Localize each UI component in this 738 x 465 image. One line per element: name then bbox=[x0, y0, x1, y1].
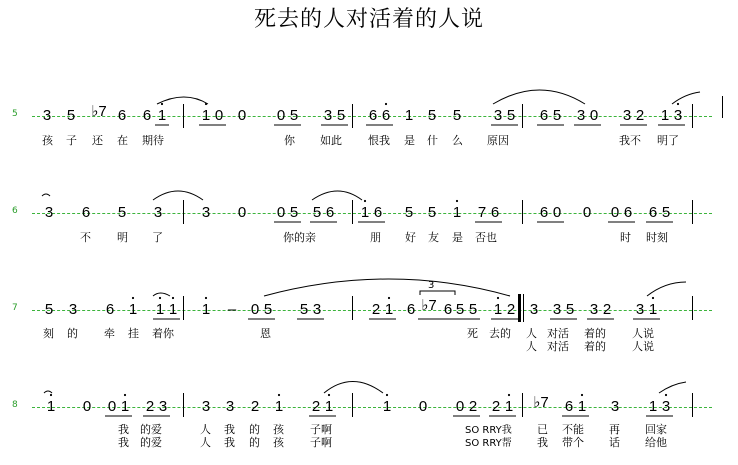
lyric: 再 bbox=[609, 423, 620, 436]
lyric: 恨我 bbox=[368, 134, 390, 147]
note: 5 bbox=[552, 107, 562, 124]
note: 2 bbox=[311, 398, 321, 415]
note: 1 bbox=[404, 107, 414, 124]
note: 5 bbox=[404, 204, 414, 221]
note: 6 bbox=[443, 301, 453, 318]
note: 6 bbox=[117, 107, 127, 124]
lyric: 什 bbox=[427, 134, 438, 147]
lyric-line2: SO RRY帮 bbox=[465, 438, 512, 449]
note: 5 bbox=[289, 107, 299, 124]
note: 1 bbox=[201, 107, 211, 124]
slur bbox=[647, 282, 686, 296]
note: ♭7 bbox=[533, 394, 549, 411]
note: 5 bbox=[312, 204, 322, 221]
note: 5 bbox=[468, 301, 478, 318]
note: 3 bbox=[552, 301, 562, 318]
note: 6 bbox=[105, 301, 115, 318]
lyric: 的 bbox=[249, 423, 260, 436]
note: 6 bbox=[648, 204, 658, 221]
note: 3 bbox=[201, 204, 211, 221]
note: 0 bbox=[610, 204, 620, 221]
note: 6 bbox=[539, 107, 549, 124]
note: 1 bbox=[201, 301, 211, 318]
lyric: 期待 bbox=[142, 134, 164, 147]
lyric: 好 bbox=[405, 231, 416, 244]
note: 3 bbox=[635, 301, 645, 318]
lyric: 了 bbox=[152, 231, 163, 244]
triplet-mark: 3 bbox=[428, 280, 435, 291]
note: 1 bbox=[504, 398, 514, 415]
note: 2 bbox=[635, 107, 645, 124]
lyric: 人 bbox=[200, 423, 211, 436]
note: 1 bbox=[382, 398, 392, 415]
tie bbox=[44, 391, 52, 393]
note: 5 bbox=[289, 204, 299, 221]
system-number: 6 bbox=[12, 206, 18, 216]
note: 0 bbox=[455, 398, 465, 415]
lyric-line2: 的 bbox=[249, 436, 260, 449]
note: 6 bbox=[564, 398, 574, 415]
note: 3 bbox=[610, 398, 620, 415]
lyric: 时 bbox=[620, 231, 631, 244]
lyric-line2: 子啊 bbox=[310, 436, 332, 449]
lyric-line2: 我 bbox=[118, 436, 129, 449]
lyric: 孩 bbox=[42, 134, 53, 147]
note: 6 bbox=[373, 204, 383, 221]
lyric-line2: 孩 bbox=[273, 436, 284, 449]
lyric: 明了 bbox=[657, 134, 679, 147]
note: 6 bbox=[368, 107, 378, 124]
note: 3 bbox=[158, 398, 168, 415]
lyric: 否也 bbox=[475, 231, 497, 244]
note: 3 bbox=[661, 398, 671, 415]
note: 0 bbox=[237, 204, 247, 221]
lyric: 友 bbox=[428, 231, 439, 244]
lyric: SO RRY我 bbox=[465, 425, 512, 436]
note: 6 bbox=[81, 204, 91, 221]
note: 3 bbox=[529, 301, 539, 318]
note: 1 bbox=[648, 301, 658, 318]
note: 3 bbox=[68, 301, 78, 318]
note: 1 bbox=[360, 204, 370, 221]
lyric: 子 bbox=[66, 134, 77, 147]
note: 5 bbox=[336, 107, 346, 124]
note: 3 bbox=[576, 107, 586, 124]
slur bbox=[324, 382, 383, 394]
note: 1 bbox=[155, 301, 165, 318]
note: 0 bbox=[250, 301, 260, 318]
note: 5 bbox=[427, 107, 437, 124]
lyric: 不 bbox=[80, 231, 91, 244]
note: 6 bbox=[490, 204, 500, 221]
lyric-line2: 着的 bbox=[584, 340, 606, 353]
lyric: 着你 bbox=[152, 327, 174, 340]
note: 0 bbox=[276, 107, 286, 124]
lyric: 人 bbox=[526, 327, 537, 340]
note: 5 bbox=[452, 107, 462, 124]
lyric: 不能 bbox=[562, 423, 584, 436]
slur bbox=[153, 293, 170, 296]
note: 3 bbox=[312, 301, 322, 318]
note: 3 bbox=[44, 204, 54, 221]
lyric: 朋 bbox=[370, 231, 381, 244]
lyric: 回家 bbox=[645, 423, 667, 436]
note: 2 bbox=[468, 398, 478, 415]
note: 1 bbox=[660, 107, 670, 124]
note: 1 bbox=[128, 301, 138, 318]
lyric: 么 bbox=[452, 134, 463, 147]
page-title: 死去的人对活着的人说 bbox=[253, 7, 484, 32]
note: 0 bbox=[418, 398, 428, 415]
lyric: 时刻 bbox=[646, 231, 668, 244]
note: 0 bbox=[214, 107, 224, 124]
lyric-line2: 对活 bbox=[547, 340, 569, 353]
note: 5 bbox=[427, 204, 437, 221]
lyric: 是 bbox=[452, 231, 463, 244]
note: 1 bbox=[577, 398, 587, 415]
lyric: 人说 bbox=[632, 327, 654, 340]
note: 0 bbox=[237, 107, 247, 124]
note: 3 bbox=[323, 107, 333, 124]
lyric: 着的 bbox=[584, 327, 606, 340]
note: 2 bbox=[250, 398, 260, 415]
lyric: 是 bbox=[404, 134, 415, 147]
note: 6 bbox=[325, 204, 335, 221]
slur bbox=[493, 90, 585, 104]
note: 1 bbox=[648, 398, 658, 415]
lyric: 在 bbox=[117, 134, 128, 147]
note: 3 bbox=[622, 107, 632, 124]
note: ♭7 bbox=[91, 103, 107, 120]
lyric-line2: 给他 bbox=[645, 436, 667, 449]
lyric: 对活 bbox=[547, 327, 569, 340]
lyric: 明 bbox=[117, 231, 128, 244]
slur bbox=[312, 191, 362, 200]
lyric: 恩 bbox=[260, 327, 271, 340]
note: 0 bbox=[82, 398, 92, 415]
note: 6 bbox=[406, 301, 416, 318]
lyric: 你 bbox=[284, 134, 295, 147]
note: 1 bbox=[493, 301, 503, 318]
lyric-line2: 我 bbox=[224, 436, 235, 449]
slur bbox=[659, 382, 686, 393]
note: 2 bbox=[491, 398, 501, 415]
note: 5 bbox=[455, 301, 465, 318]
note: 3 bbox=[201, 398, 211, 415]
note: 3 bbox=[153, 204, 163, 221]
lyric: 我 bbox=[224, 423, 235, 436]
lyric: 死 bbox=[467, 327, 478, 340]
note: 5 bbox=[299, 301, 309, 318]
note: 1 bbox=[168, 301, 178, 318]
note: 0 bbox=[107, 398, 117, 415]
note: 0 bbox=[589, 107, 599, 124]
slur bbox=[264, 279, 510, 296]
note: 0 bbox=[582, 204, 592, 221]
note: 5 bbox=[117, 204, 127, 221]
lyric: 去的 bbox=[489, 327, 511, 340]
lyric: 挂 bbox=[128, 327, 139, 340]
note: 5 bbox=[66, 107, 76, 124]
lyric: 孩 bbox=[273, 423, 284, 436]
note: 2 bbox=[145, 398, 155, 415]
lyric: 的爱 bbox=[140, 423, 162, 436]
lyric-line2: 人 bbox=[200, 436, 211, 449]
note: 1 bbox=[452, 204, 462, 221]
note: 3 bbox=[589, 301, 599, 318]
note: 3 bbox=[673, 107, 683, 124]
note: 3 bbox=[493, 107, 503, 124]
note: 2 bbox=[506, 301, 516, 318]
underlines bbox=[105, 125, 685, 416]
note: 1 bbox=[46, 398, 56, 415]
lyric: 已 bbox=[537, 423, 548, 436]
note: 1 bbox=[384, 301, 394, 318]
note: 6 bbox=[381, 107, 391, 124]
note: 1 bbox=[324, 398, 334, 415]
slur bbox=[157, 97, 208, 104]
note: 6 bbox=[623, 204, 633, 221]
lyric: 你的亲 bbox=[283, 231, 316, 244]
note: 1 bbox=[274, 398, 284, 415]
triplet-bracket bbox=[420, 291, 455, 295]
lyric-line2: 我 bbox=[537, 436, 548, 449]
note: 5 bbox=[44, 301, 54, 318]
lyric: 的 bbox=[67, 327, 78, 340]
note: 0 bbox=[552, 204, 562, 221]
lyric: 刻 bbox=[43, 327, 54, 340]
note: 5 bbox=[506, 107, 516, 124]
lyric: 子啊 bbox=[310, 423, 332, 436]
note: – bbox=[227, 301, 237, 318]
system-number: 5 bbox=[12, 109, 18, 119]
lyric-line2: 话 bbox=[609, 436, 620, 449]
note: 6 bbox=[142, 107, 152, 124]
lyric: 如此 bbox=[320, 134, 342, 147]
slur bbox=[153, 191, 203, 200]
note: 1 bbox=[120, 398, 130, 415]
note: 3 bbox=[42, 107, 52, 124]
system-number: 8 bbox=[12, 400, 18, 410]
lyric: 我 bbox=[118, 423, 129, 436]
system-number: 7 bbox=[12, 303, 18, 313]
lyric-line2: 的爱 bbox=[140, 436, 162, 449]
lyric: 牵 bbox=[104, 327, 115, 340]
lyric: 原因 bbox=[487, 134, 509, 147]
note: 5 bbox=[263, 301, 273, 318]
lyric-line2: 带个 bbox=[562, 436, 584, 449]
note: 0 bbox=[276, 204, 286, 221]
lyric-line2: 人 bbox=[526, 340, 537, 353]
note: 6 bbox=[539, 204, 549, 221]
octave-dots bbox=[50, 103, 679, 396]
note: 2 bbox=[602, 301, 612, 318]
slur bbox=[672, 92, 700, 104]
note: ♭7 bbox=[421, 297, 437, 314]
lyric-line2: 人说 bbox=[632, 340, 654, 353]
note: 5 bbox=[565, 301, 575, 318]
tie bbox=[42, 194, 50, 196]
lyric: 还 bbox=[92, 134, 103, 147]
note: 1 bbox=[157, 107, 167, 124]
note: 5 bbox=[661, 204, 671, 221]
note: 3 bbox=[225, 398, 235, 415]
note: 2 bbox=[371, 301, 381, 318]
lyric: 我不 bbox=[619, 134, 641, 147]
note: 7 bbox=[477, 204, 487, 221]
